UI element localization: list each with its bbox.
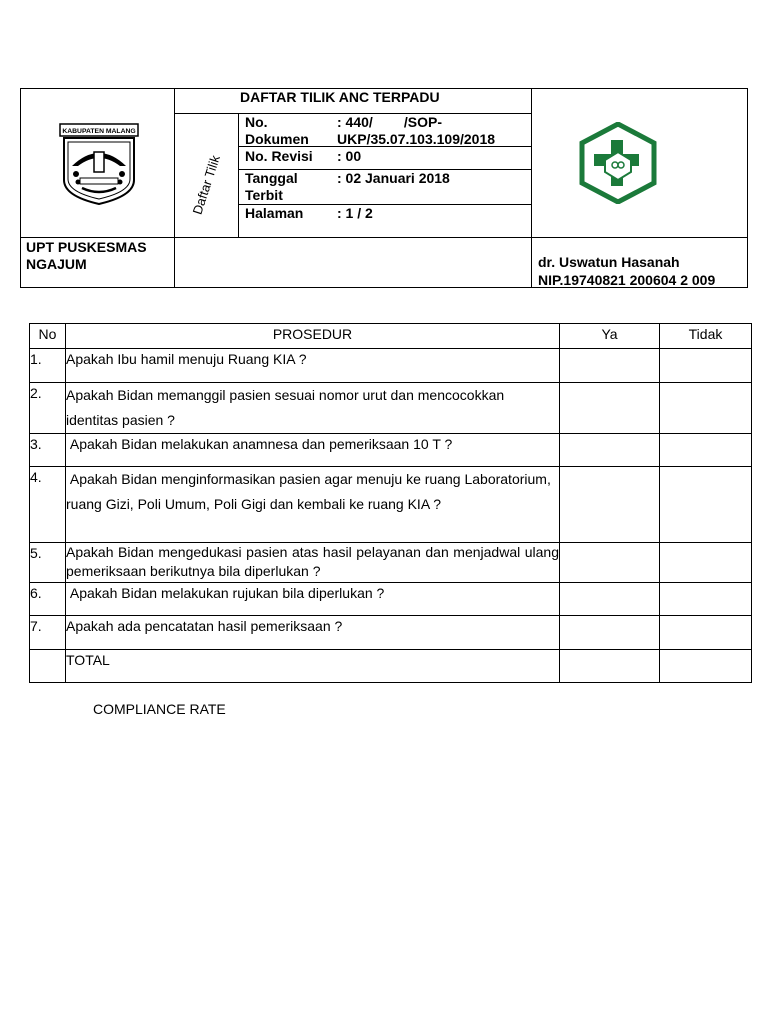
row-number: [30, 650, 66, 683]
column-header-prosedur: PROSEDUR: [66, 324, 560, 349]
row-number: 6.: [30, 583, 66, 616]
ya-cell[interactable]: [560, 583, 660, 616]
divider: [531, 88, 532, 288]
field-label-tanggal-1: Tanggal: [245, 170, 298, 186]
row-procedure: Apakah Bidan mengedukasi pasien atas hasil pelayanan dan menjadwal ulang pemeriksaan berikutnya bila diperlukan ?: [66, 543, 560, 583]
puskesmas-logo: [579, 122, 657, 204]
column-header-no: No: [30, 324, 66, 349]
row-total-label: TOTAL: [66, 650, 560, 683]
ya-cell[interactable]: [560, 349, 660, 383]
field-value-tanggal: : 02 Januari 2018: [337, 170, 450, 186]
row-procedure: Apakah Bidan memanggil pasien sesuai nomor urut dan mencocokkan identitas pasien ?: [66, 383, 560, 434]
table-row: [30, 383, 752, 434]
row-procedure: Apakah Ibu hamil menuju Ruang KIA ?: [66, 349, 560, 383]
side-label: Daftar Tilik: [189, 153, 223, 217]
signer-nip: NIP.19740821 200604 2 009: [538, 272, 716, 288]
tidak-cell[interactable]: [660, 543, 752, 583]
field-value-halaman: : 1 / 2: [337, 205, 373, 221]
signer-name: dr. Uswatun Hasanah: [538, 254, 680, 270]
logo-text: KABUPATEN MALANG: [62, 128, 136, 135]
tidak-cell[interactable]: [660, 383, 752, 434]
field-value-no-dokumen-1: : 440/ /SOP-: [337, 114, 443, 130]
tidak-cell[interactable]: [660, 434, 752, 467]
divider: [20, 237, 748, 238]
ya-cell[interactable]: [560, 543, 660, 583]
field-label-halaman: Halaman: [245, 205, 304, 221]
divider: [174, 88, 175, 288]
org-name-line2: NGAJUM: [26, 256, 87, 272]
row-procedure: Apakah Bidan melakukan rujukan bila diperlukan ?: [66, 583, 560, 616]
ya-cell[interactable]: [560, 383, 660, 434]
row-number: 1.: [30, 349, 66, 383]
table-header-row: [30, 324, 752, 349]
divider: [238, 114, 239, 237]
column-header-tidak: Tidak: [660, 324, 752, 349]
field-label-no-dokumen-1: No.: [245, 114, 268, 130]
table-row: [30, 583, 752, 616]
ya-cell[interactable]: [560, 467, 660, 543]
field-value-no-dokumen-2: UKP/35.07.103.109/2018: [337, 131, 496, 147]
row-number: 3.: [30, 434, 66, 467]
field-label-tanggal-2: Terbit: [245, 187, 283, 203]
ya-cell[interactable]: [560, 616, 660, 650]
tidak-total-cell[interactable]: [660, 650, 752, 683]
row-number: 7.: [30, 616, 66, 650]
tidak-cell[interactable]: [660, 467, 752, 543]
ya-total-cell[interactable]: [560, 650, 660, 683]
row-number: 5.: [30, 543, 66, 583]
document-title: DAFTAR TILIK ANC TERPADU: [240, 89, 440, 105]
table-row: [30, 467, 752, 543]
row-number: 4.: [30, 467, 66, 543]
row-procedure: Apakah ada pencatatan hasil pemeriksaan ?: [66, 616, 560, 650]
tidak-cell[interactable]: [660, 349, 752, 383]
row-number: 2.: [30, 383, 66, 434]
table-row-total: [30, 650, 752, 683]
field-label-no-dokumen-2: Dokumen: [245, 131, 309, 147]
field-value-no-revisi: : 00: [337, 148, 362, 164]
procedure-table: [29, 323, 752, 683]
table-row: [30, 543, 752, 583]
table-row: [30, 349, 752, 383]
compliance-rate-label: COMPLIANCE RATE: [93, 701, 226, 717]
org-name-line1: UPT PUSKESMAS: [26, 239, 147, 255]
column-header-ya: Ya: [560, 324, 660, 349]
ya-cell[interactable]: [560, 434, 660, 467]
tidak-cell[interactable]: [660, 616, 752, 650]
field-label-no-revisi: No. Revisi: [245, 148, 313, 164]
tidak-cell[interactable]: [660, 583, 752, 616]
table-row: [30, 616, 752, 650]
row-procedure: Apakah Bidan menginformasikan pasien agar menuju ke ruang Laboratorium, ruang Gizi, Poli Umum, Poli Gigi dan kembali ke ruang KIA ?: [66, 467, 560, 543]
row-procedure: Apakah Bidan melakukan anamnesa dan pemeriksaan 10 T ?: [66, 434, 560, 467]
table-row: [30, 434, 752, 467]
kabupaten-malang-logo: [58, 122, 140, 206]
